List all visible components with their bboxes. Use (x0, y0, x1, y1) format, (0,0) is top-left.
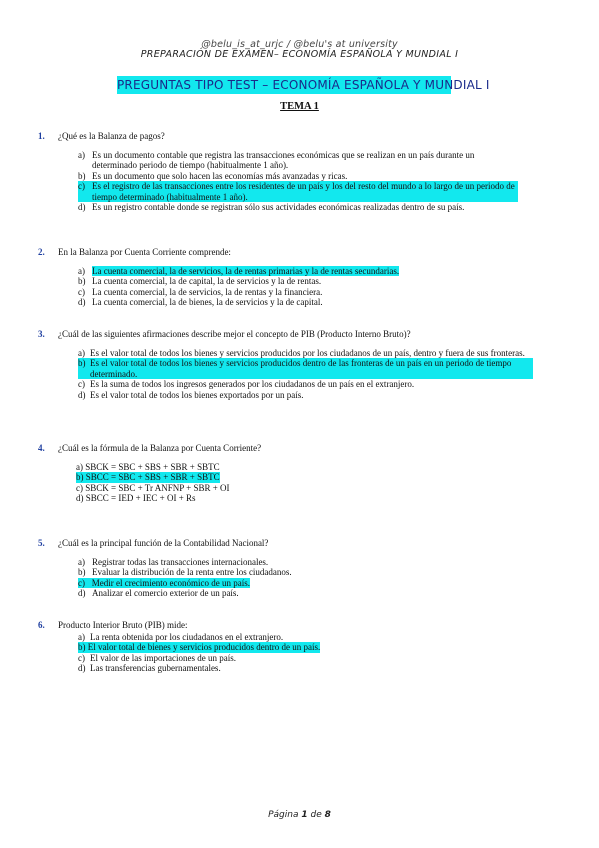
option-letter: d) (78, 588, 86, 598)
page-label: Página (268, 810, 299, 820)
option-c[interactable] (76, 483, 558, 494)
option-text: SBCC = SBC + SBS + SBR + SBTC (85, 472, 220, 482)
option-text: SBCK = SBC + Tr ANFNP + SBR + OI (85, 482, 230, 493)
option-text: Es el registro de las transacciones entre los residentes de un país y los del resto del mundo a lo largo de un periodo de tiempo determinado (habitualmente 1 año). (92, 181, 515, 202)
option-b-correct[interactable] (78, 642, 558, 653)
option-a[interactable] (78, 632, 558, 643)
option-text: Es la suma de todos los ingresos generados por los ciudadanos de un país en el extranjero. (90, 379, 415, 389)
option-letter: a) (78, 347, 85, 358)
option-text: SBCC = IED + IEC + OI + Rs (85, 493, 196, 503)
option-letter: a) (78, 556, 85, 567)
option-text: SBCK = SBC + SBS + SBR + SBTC (85, 461, 220, 472)
option-d[interactable] (78, 588, 558, 599)
tema-heading: TEMA 1 (280, 101, 319, 112)
option-letter: b) (78, 170, 86, 181)
option-letter: d) (78, 297, 86, 307)
option-letter: c) (78, 652, 85, 663)
option-letter: b) (76, 472, 84, 482)
page-current: 1 (301, 810, 308, 820)
option-text: Es un documento que solo hacen las economías más avanzadas y ricas. (92, 170, 348, 181)
question-text: ¿Cuál es la fórmula de la Balanza por Cuenta Corriente? (58, 443, 262, 453)
option-letter: d) (78, 202, 86, 212)
option-letter: b) (78, 642, 86, 652)
option-letter: a) (78, 631, 85, 642)
option-text: La renta obtenida por los ciudadanos en el extranjero. (90, 631, 284, 642)
option-d[interactable] (78, 202, 518, 213)
option-text: Analizar el comercio exterior de un país. (92, 588, 239, 598)
option-a[interactable] (76, 462, 558, 473)
option-c-correct[interactable] (78, 181, 518, 202)
option-c[interactable] (78, 379, 533, 390)
question-number: 4. (38, 443, 45, 453)
option-b[interactable] (78, 567, 558, 578)
options-list (78, 150, 518, 213)
option-text: Medir el crecimiento económico de un país. (91, 577, 250, 588)
option-letter: d) (78, 663, 86, 673)
option-text: La cuenta comercial, la de servicios, la de rentas y la financiera. (92, 286, 323, 297)
question-number: 6. (38, 620, 45, 630)
option-c-correct[interactable] (78, 578, 558, 589)
option-text: La cuenta comercial, la de bienes, la de servicios y la de capital. (92, 297, 323, 307)
question-number: 1. (38, 131, 45, 141)
option-d[interactable] (76, 493, 558, 504)
option-letter: b) (78, 358, 86, 368)
option-text: Evaluar la distribución de la renta entre los ciudadanos. (92, 567, 292, 577)
option-letter: d) (78, 389, 86, 400)
option-letter: d) (76, 493, 84, 503)
watermark-text: @belu_is_at_urjc / @belu's at university (201, 39, 398, 50)
option-a[interactable] (78, 348, 533, 359)
question-number: 2. (38, 247, 45, 257)
question-text: ¿Qué es la Balanza de pagos? (58, 131, 165, 141)
question-6 (38, 620, 558, 674)
option-d[interactable] (78, 663, 558, 674)
question-2 (38, 247, 558, 308)
question-number: 5. (38, 538, 45, 548)
question-1 (38, 131, 558, 213)
option-letter: c) (78, 181, 85, 191)
options-list (78, 266, 518, 308)
option-letter: a) (76, 461, 83, 472)
option-letter: b) (78, 276, 86, 286)
option-c[interactable] (78, 653, 558, 664)
options-list (78, 348, 533, 401)
option-text: La cuenta comercial, la de capital, la de servicios y la de rentas. (92, 276, 322, 286)
question-text: Producto Interior Bruto (PIB) mide: (58, 620, 188, 630)
question-text: ¿Cuál de las siguientes afirmaciones describe mejor el concepto de PIB (Producto Interno Bruto)? (58, 329, 411, 339)
option-text: Las transferencias gubernamentales. (90, 663, 221, 673)
option-d[interactable] (78, 390, 533, 401)
option-letter: c) (76, 482, 83, 493)
option-a[interactable] (78, 557, 558, 568)
option-b-correct[interactable] (78, 358, 533, 379)
page-sep: de (310, 810, 322, 820)
option-c[interactable] (78, 287, 518, 298)
option-letter: a) (78, 149, 85, 160)
question-4 (38, 443, 558, 504)
option-text: Registrar todas las transacciones internacionales. (92, 556, 269, 567)
option-a[interactable] (78, 150, 518, 171)
option-letter: c) (78, 577, 85, 588)
option-b-correct[interactable] (76, 472, 558, 483)
option-text: Es el valor total de todos los bienes y servicios producidos por los ciudadanos de un país, dentro y fuera de sus fronteras. (90, 347, 525, 358)
option-text: La cuenta comercial, la de servicios, la de rentas primarias y la de rentas secundarias. (92, 265, 400, 276)
options-list (76, 462, 558, 504)
option-text: Es el valor total de todos los bienes exportados por un país. (90, 389, 304, 400)
option-letter: c) (78, 286, 85, 297)
option-text: Es un documento contable que registra las transacciones económicas que se realizan en un país durante un determinado periodo de tiempo (habitualmente 1 año). (92, 149, 475, 170)
page-total: 8 (324, 810, 331, 820)
option-b[interactable] (78, 171, 518, 182)
options-list (78, 632, 558, 674)
question-number: 3. (38, 329, 45, 339)
option-d[interactable] (78, 297, 518, 308)
banner-title: PREGUNTAS TIPO TEST – ECONOMÍA ESPAÑOLA Y MUNDIAL I (117, 78, 490, 92)
question-5 (38, 538, 558, 599)
option-text: Es el valor total de todos los bienes y servicios producidos dentro de las fronteras de un país en un periodo de tiempo determinado. (90, 358, 512, 379)
option-b[interactable] (78, 276, 518, 287)
page-footer (0, 810, 599, 820)
option-letter: a) (78, 265, 85, 276)
option-letter: c) (78, 379, 85, 389)
option-text: El valor de las importaciones de un país. (90, 652, 236, 663)
option-a-correct[interactable] (78, 266, 518, 277)
options-list (78, 557, 558, 599)
question-text: En la Balanza por Cuenta Corriente comprende: (58, 247, 231, 257)
option-letter: b) (78, 567, 86, 577)
prep-title: PREPARACIÓN DE EXAMEN– ECONOMÍA ESPAÑOLA Y MUNDIAL I (140, 49, 459, 60)
question-3 (38, 329, 558, 400)
question-text: ¿Cuál es la principal función de la Contabilidad Nacional? (58, 538, 269, 548)
option-text: Es un registro contable donde se registran sólo sus actividades económicas realizadas dentro de su país. (92, 202, 465, 212)
option-text: El valor total de bienes y servicios producidos dentro de un país. (87, 642, 321, 652)
